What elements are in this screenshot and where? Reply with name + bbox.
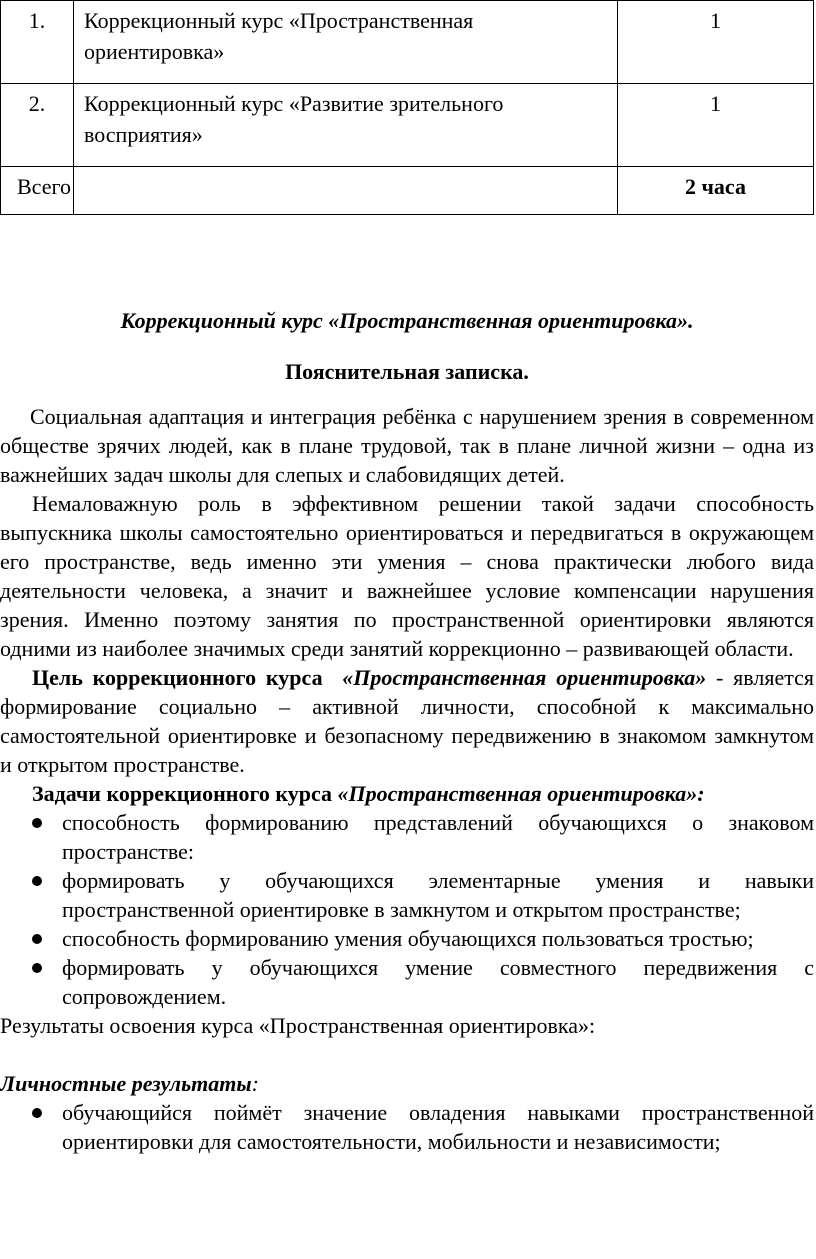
list-item: способность формированию умения обучающихся пользоваться тростью; — [0, 924, 814, 953]
course-hours: 1 — [618, 84, 814, 167]
tasks-label: Задачи коррекционного курса — [32, 781, 333, 806]
course-hours: 1 — [618, 1, 814, 84]
paragraph-adaptation: Социальная адаптация и интеграция ребёнка с нарушением зрения в современном обществе зрячих людей, как в плане трудовой, так в плане личной жизни – одна из важнейших задач школы для слепых и слабовидящих детей. — [0, 404, 814, 487]
bullet-icon — [32, 818, 42, 828]
list-item: формировать у обучающихся элементарные умения и навыки пространственной ориентировке в замкнутом и открытом пространстве; — [0, 866, 814, 924]
bullet-icon — [32, 963, 42, 973]
personal-results-list — [0, 1098, 814, 1156]
paragraph-role: Немаловажную роль в эффективном решении такой задачи способность выпускника школы самостоятельно ориентироваться и передвигаться в окружающем его пространстве, ведь именно эти умения – снова практически любого вида деятельности человека, а значит и важнейшее условие компенсации нарушения зрения. Именно поэтому занятия по пространственной ориентировки являются одними из наиболее значимых среди занятий коррекционно – развивающей области. — [0, 491, 814, 661]
total-label: Всего — [1, 167, 74, 215]
bullet-icon — [32, 1108, 42, 1118]
goal-text: - является формирование социально – активной личности, способной к максимально самостоятельной ориентировке и безопасному передвижению в знакомом замкнутом и открытом пространстве. — [0, 665, 815, 777]
goal-paragraph — [0, 663, 814, 779]
total-value: 2 часа — [618, 167, 814, 215]
tasks-list — [0, 808, 814, 1011]
document-body — [0, 306, 814, 1156]
explanatory-note-title: Пояснительная записка. — [285, 359, 529, 384]
course-title: Коррекционный курс «Пространственная ориентировка». — [120, 308, 694, 333]
goal-course-name: «Пространственная ориентировка» — [342, 665, 707, 690]
list-item: обучающийся поймёт значение овладения навыками пространственной ориентировки для самостоятельности, мобильности и независимости; — [0, 1098, 814, 1156]
hours-table — [0, 0, 814, 215]
goal-label: Цель коррекционного курса — [32, 665, 323, 690]
row-number: 1. — [1, 1, 74, 84]
list-item: формировать у обучающихся умение совместного передвижения с сопровождением. — [0, 953, 814, 1011]
bullet-icon — [32, 876, 42, 886]
row-number: 2. — [1, 84, 74, 167]
table-row — [1, 84, 814, 167]
results-intro: Результаты освоения курса «Пространственная ориентировка»: — [0, 1013, 596, 1038]
bullet-icon — [32, 934, 42, 944]
personal-results-heading: Личностные результаты: — [0, 1071, 259, 1096]
table-row — [1, 1, 814, 84]
course-name: Коррекционный курс «Пространственная ориентировка» — [74, 1, 618, 84]
course-name: Коррекционный курс «Развитие зрительного восприятия» — [74, 84, 618, 167]
tasks-course-name: «Пространственная ориентировка»: — [337, 781, 705, 806]
tasks-heading — [0, 779, 814, 808]
list-item: способность формированию представлений обучающихся о знаковом пространстве: — [0, 808, 814, 866]
table-total-row — [1, 167, 814, 215]
total-empty-cell — [74, 167, 618, 215]
